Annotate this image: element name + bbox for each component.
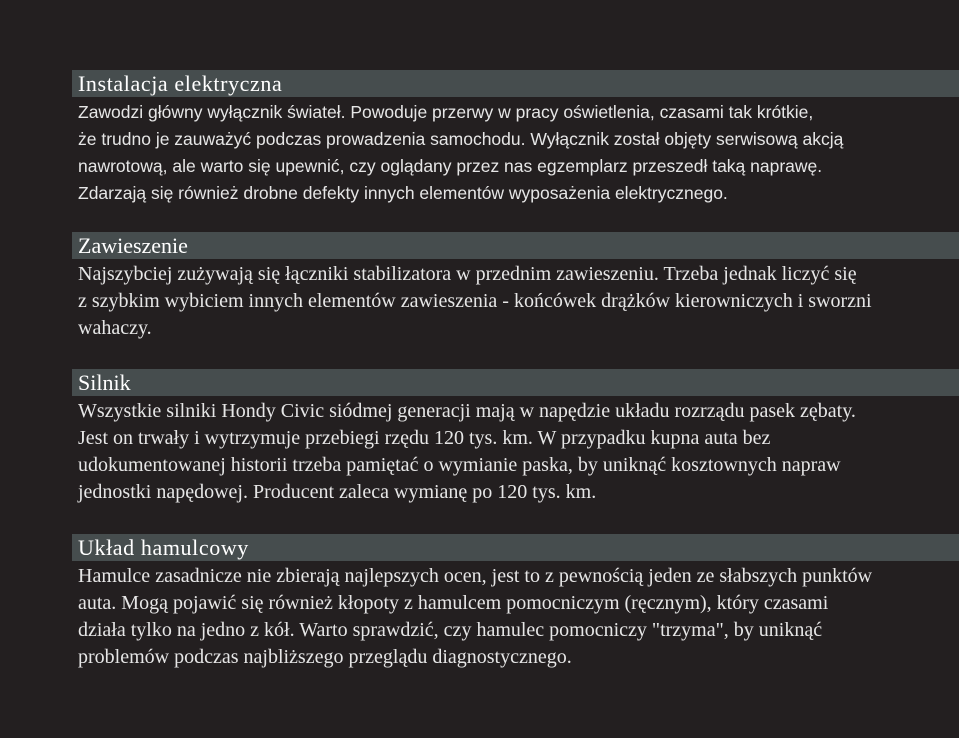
section-body xyxy=(72,261,959,342)
body-line: wahaczy. xyxy=(78,317,152,339)
body-line: problemów podczas najbliższego przeglądu diagnostycznego. xyxy=(78,646,572,668)
body-line: Wszystkie silniki Hondy Civic siódmej generacji mają w napędzie układu rozrządu pasek zębaty. xyxy=(78,400,856,422)
body-line: że trudno je zauważyć podczas prowadzenia samochodu. Wyłącznik został objęty serwisową akcją xyxy=(78,129,844,149)
body-line: Najszybciej zużywają się łączniki stabilizatora w przednim zawieszeniu. Trzeba jednak liczyć się xyxy=(78,263,857,285)
section-suspension xyxy=(72,232,959,342)
body-line: udokumentowanej historii trzeba pamiętać o wymianie paska, by uniknąć kosztownych napraw xyxy=(78,454,841,476)
body-line: Jest on trwały i wytrzymuje przebiegi rzędu 120 tys. km. W przypadku kupna auta bez xyxy=(78,427,771,449)
section-title: Zawieszenie xyxy=(72,232,959,259)
body-line: Zdarzają się również drobne defekty innych elementów wyposażenia elektrycznego. xyxy=(78,183,728,203)
section-electrical xyxy=(72,70,959,207)
body-line: Zawodzi główny wyłącznik świateł. Powoduje przerwy w pracy oświetlenia, czasami tak krótkie, xyxy=(78,102,814,122)
section-body xyxy=(72,99,959,207)
section-engine xyxy=(72,369,959,506)
section-title: Instalacja elektryczna xyxy=(72,70,959,97)
section-brakes xyxy=(72,534,959,671)
body-line: Hamulce zasadnicze nie zbierają najlepszych ocen, jest to z pewnością jeden ze słabszych punktów xyxy=(78,565,873,587)
body-line: auta. Mogą pojawić się również kłopoty z hamulcem pomocniczym (ręcznym), który czasami xyxy=(78,592,829,614)
section-title: Układ hamulcowy xyxy=(72,534,959,561)
body-line: nawrotową, ale warto się upewnić, czy oglądany przez nas egzemplarz przeszedł taką naprawę. xyxy=(78,156,823,176)
section-body xyxy=(72,398,959,506)
section-title: Silnik xyxy=(72,369,959,396)
section-body xyxy=(72,563,959,671)
body-line: jednostki napędowej. Producent zaleca wymianę po 120 tys. km. xyxy=(78,481,597,503)
body-line: działa tylko na jedno z kół. Warto sprawdzić, czy hamulec pomocniczy "trzyma", by uniknąć xyxy=(78,619,823,641)
body-line: z szybkim wybiciem innych elementów zawieszenia - końcówek drążków kierowniczych i sworzni xyxy=(78,290,872,312)
